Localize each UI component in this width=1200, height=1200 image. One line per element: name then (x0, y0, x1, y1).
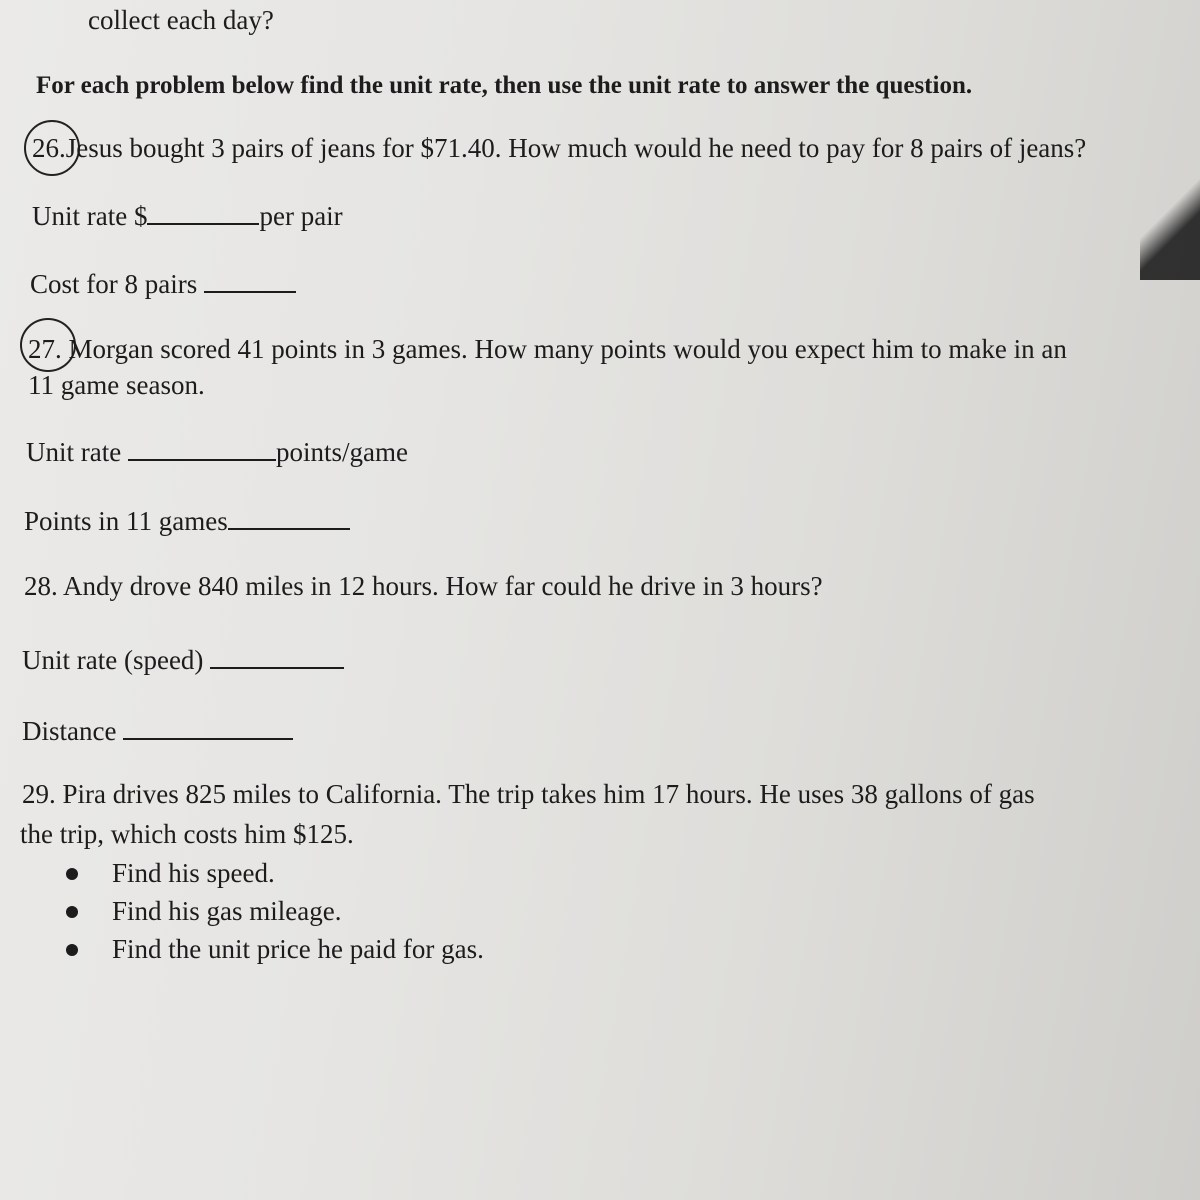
answer-suffix: points/game (275, 437, 408, 467)
problem-26 (32, 132, 1086, 164)
problem-27-text: Morgan scored 41 points in 3 games. How many points would you expect him to make in an (68, 334, 1067, 364)
answer-label: Points in 11 games (24, 506, 228, 536)
instructions-heading: For each problem below find the unit rate, then use the unit rate to answer the question. (36, 72, 973, 99)
problem-26-unit-rate (32, 200, 343, 232)
problem-29-line2: the trip, which costs him $125. (20, 819, 354, 849)
answer-label: Cost for 8 pairs (30, 269, 198, 299)
answer-label: Unit rate $ (32, 201, 148, 231)
answer-label: Distance (22, 716, 117, 746)
problem-28 (24, 570, 823, 602)
problem-27-line1 (28, 333, 1067, 365)
problem-27-unit-rate (26, 436, 408, 468)
cost-blank-26[interactable] (204, 269, 296, 293)
problem-28-unit-rate (22, 644, 344, 676)
unit-rate-blank-27[interactable] (128, 437, 276, 461)
previous-question-tail: collect each day? (88, 5, 274, 35)
answer-label: Unit rate (26, 437, 122, 467)
distance-blank-28[interactable] (123, 716, 293, 740)
bullet-icon (66, 944, 78, 956)
points-blank-27[interactable] (228, 506, 350, 530)
problem-26-cost (30, 268, 296, 300)
bullet-icon (66, 868, 78, 880)
bullet-item-unit-price: Find the unit price he paid for gas. (112, 934, 484, 964)
problem-27-points (24, 505, 350, 537)
bullet-item-speed: Find his speed. (112, 858, 275, 888)
speed-blank-28[interactable] (210, 645, 344, 669)
answer-suffix: per pair (259, 201, 343, 231)
answer-label: Unit rate (speed) (22, 645, 204, 675)
bullet-icon (66, 906, 78, 918)
problem-27-number: 27. (28, 334, 62, 364)
unit-rate-blank-26[interactable] (147, 201, 259, 225)
problem-26-number: 26. (32, 133, 66, 163)
problem-28-number: 28. (24, 571, 58, 601)
problem-27-line2: 11 game season. (28, 370, 205, 400)
bullet-item-mileage: Find his gas mileage. (112, 896, 342, 926)
pencil-shadow (1140, 170, 1200, 280)
problem-26-text: Jesus bought 3 pairs of jeans for $71.40. How much would he need to pay for 8 pairs of jeans? (65, 133, 1087, 163)
problem-29-number: 29. (22, 779, 56, 809)
problem-29-text: Pira drives 825 miles to California. The trip takes him 17 hours. He uses 38 gallons of gas (62, 779, 1035, 809)
problem-28-text: Andy drove 840 miles in 12 hours. How far could he drive in 3 hours? (63, 571, 823, 601)
problem-29-line1 (22, 778, 1035, 810)
problem-28-distance (22, 715, 293, 747)
